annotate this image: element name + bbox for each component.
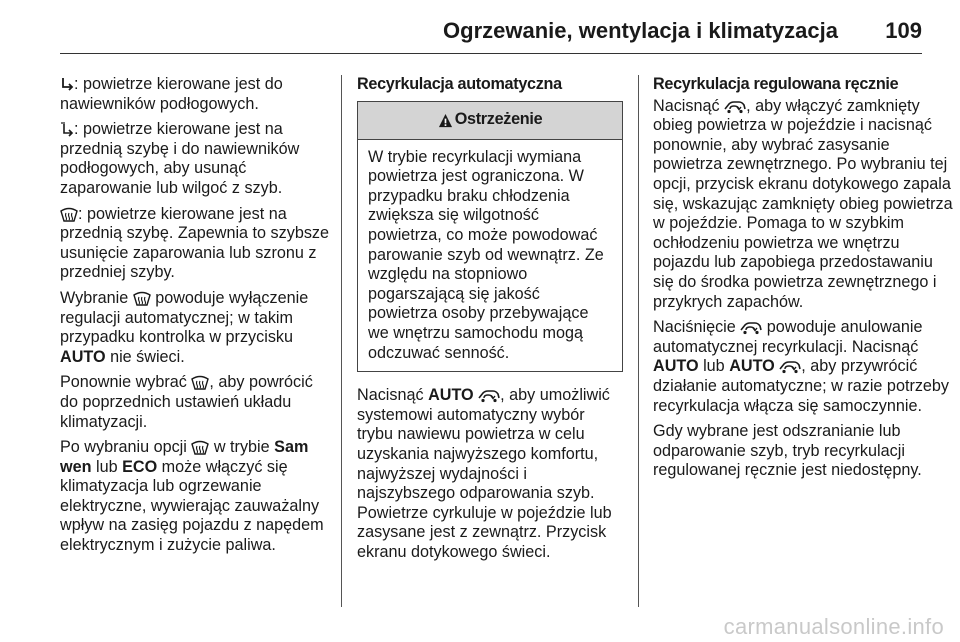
page-title: Ogrzewanie, wentylacja i klimatyzacja <box>443 18 838 43</box>
column-middle <box>357 75 623 568</box>
column-left <box>60 75 332 562</box>
warning-title: Ostrzeżenie <box>454 110 543 129</box>
paragraph-defrost: : powietrze kierowane jest na przednią szybę. Zapewnia to szybsze usunięcie zaparowania lub szronu z przedniej szyby. <box>60 204 330 282</box>
column-divider <box>638 75 639 607</box>
paragraph-auto-recirc: Nacisnąć AUTO , aby umożliwić systemowi automatyczny wybór trybu nawiewu powietrza w celu uzyskania najwyższego komfortu, najwyższej wydajności i najszybszego odparowania szyb. Powietrze cyrkuluje w pojeździe lub zasysane jest z zewnątrz. Przycisk ekranu dotykowego świeci. <box>357 386 612 561</box>
defrost-icon <box>191 375 209 390</box>
recirculation-icon <box>740 321 762 335</box>
paragraph-defrost-note: Gdy wybrane jest odszranianie lub odparowanie szyb, tryb recyrkulacji regulowanej ręcznie jest niedostępny. <box>653 422 922 480</box>
paragraph-floor: : powietrze kierowane jest do nawiewników podłogowych. <box>60 75 283 113</box>
auto-label: AUTO <box>60 347 106 366</box>
auto-label: AUTO <box>729 357 775 376</box>
warning-box <box>357 101 623 373</box>
page-header <box>60 14 922 54</box>
paragraph-auto-off: Wybranie powoduje wyłączenie regulacji automatycznej; w takim przypadku kontrolka w przycisku AUTO nie świeci. <box>60 288 309 366</box>
watermark: carmanualsonline.info <box>723 614 944 639</box>
warning-text: W trybie recyrkulacji wymiana powietrza jest ograniczona. W przypadku braku chłodzenia zwiększa się wilgotność powietrza, co może powodować parowanie szyb od wewnątrz. Ze względu na stopniowo pogarszającą się jakość powietrza osoby przebywające we wnętrzu samochodu mogą odczuwać senność. <box>368 147 604 362</box>
page-number: 109 <box>885 18 922 43</box>
defrost-icon <box>133 291 151 306</box>
paragraph-sam-wen: Po wybraniu opcji w trybie Sam wen lub ECO może włączyć się klimatyzacja lub ogrzewanie elektryczne, wywierając zauważalny wpływ na zasięg pojazdu z napędem elektrycznym i zużycie paliwa. <box>60 438 324 555</box>
section-heading-auto-recirc: Recyrkulacja automatyczna <box>357 75 562 93</box>
paragraph-cancel-auto: Naciśnięcie powoduje anulowanie automatycznej recyrkulacji. Nacisnąć AUTO lub AUTO , aby przywrócić działanie automatyczne; w razie potrzeby recyrkulacja włącza się samoczynnie. <box>653 318 950 415</box>
warning-triangle-icon <box>438 113 453 128</box>
eco-label: ECO <box>122 457 158 476</box>
floor-vent-icon <box>60 77 74 92</box>
paragraph-restore: Ponownie wybrać , aby powrócić do poprzednich ustawień układu klimatyzacji. <box>60 373 313 431</box>
recirculation-icon <box>724 100 746 114</box>
auto-label: AUTO <box>653 357 699 376</box>
sam-wen-label: Sam wen <box>60 438 309 476</box>
column-divider <box>341 75 342 607</box>
section-heading-manual-recirc: Recyrkulacja regulowana ręcznie <box>653 75 899 93</box>
warning-header <box>358 102 622 140</box>
auto-label: AUTO <box>428 386 474 405</box>
defrost-icon <box>191 440 209 455</box>
paragraph-windscreen-floor: : powietrze kierowane jest na przednią szybę i do nawiewników podłogowych, aby usunąć zaparowanie lub wilgoć z szyb. <box>60 120 300 197</box>
column-right <box>653 75 953 487</box>
windscreen-floor-icon <box>60 122 74 137</box>
recirculation-icon <box>478 389 500 403</box>
paragraph-manual-recirc: Nacisnąć , aby włączyć zamknięty obieg powietrza w pojeździe i nacisnąć ponownie, aby wybrać zasysanie powietrza zewnętrznego. Po wybraniu tej opcji, przycisk ekranu dotykowego zapala się, wskazując zamknięty obieg powietrza w pojeździe. Pomaga to w szybkim ochłodzeniu powietrza we wnętrzu pojazdu lub zapobiega przedostawaniu się do środka powietrza zewnętrznego i przykrych zapachów. <box>653 96 953 311</box>
defrost-icon <box>60 207 78 222</box>
recirculation-icon <box>779 360 801 374</box>
